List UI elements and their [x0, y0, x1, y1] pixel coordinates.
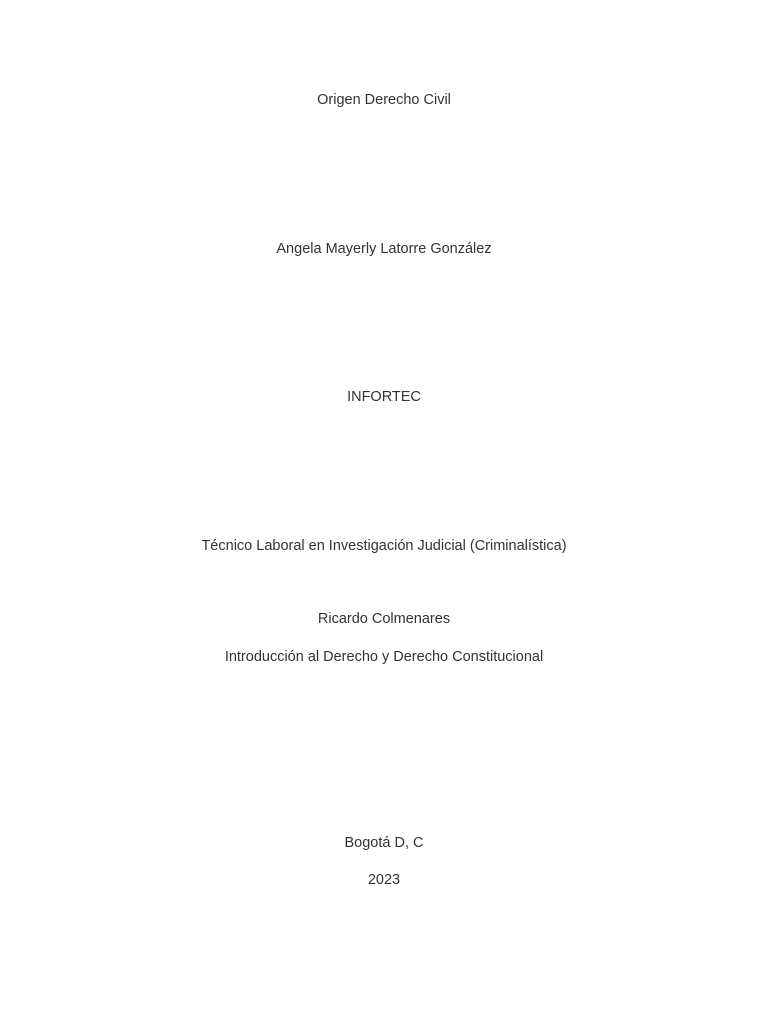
instructor-name: Ricardo Colmenares	[317, 611, 451, 627]
document-title: Origen Derecho Civil	[317, 92, 451, 108]
course-name: Introducción al Derecho y Derecho Constitucional	[224, 649, 544, 665]
document-year: 2023	[367, 872, 401, 888]
city-name: Bogotá D, C	[344, 835, 424, 851]
program-name: Técnico Laboral en Investigación Judicial (Criminalística)	[201, 538, 567, 554]
institution-name: INFORTEC	[347, 389, 421, 405]
author-name: Angela Mayerly Latorre González	[276, 241, 492, 257]
